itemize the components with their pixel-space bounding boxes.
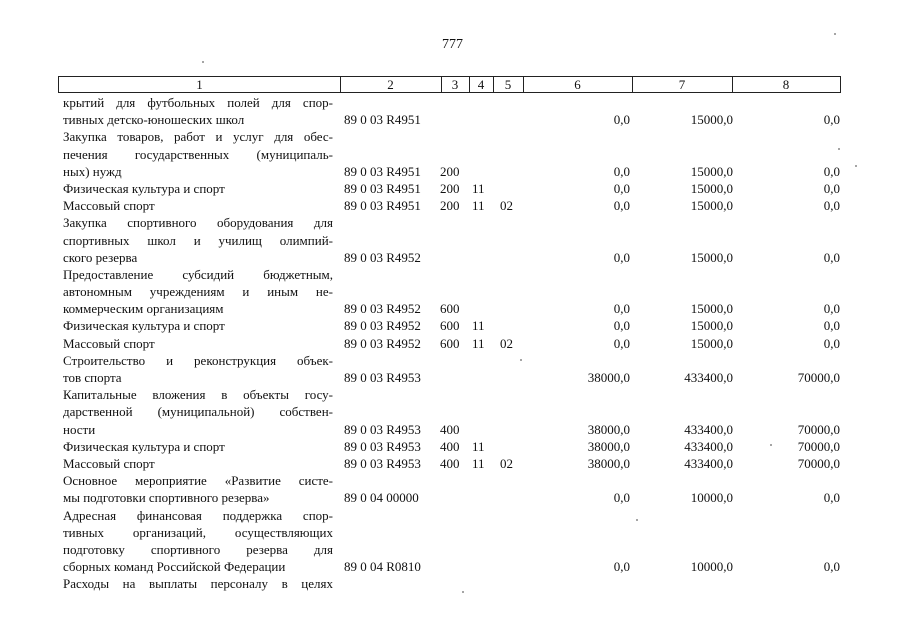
row-description: Массовый спорт	[63, 198, 155, 214]
column-3-value: 600	[440, 318, 460, 334]
amount-col-6: 0,0	[613, 559, 630, 575]
table-row	[63, 438, 843, 455]
amount-col-6: 0,0	[613, 249, 630, 265]
amount-col-6: 0,0	[613, 301, 630, 317]
amount-col-8: 0,0	[823, 180, 840, 196]
scan-speck	[636, 519, 638, 521]
table-row	[63, 128, 843, 145]
row-description: ского резерва	[63, 249, 138, 265]
row-description: Физическая культура и спорт	[63, 438, 225, 454]
amount-col-7: 15000,0	[690, 318, 733, 334]
amount-col-7: 433400,0	[684, 370, 733, 385]
budget-code: 89 0 03 R4951	[344, 180, 421, 196]
row-description: Строительство и реконструкция объек-	[63, 352, 333, 368]
budget-code: 89 0 04 00000	[344, 490, 419, 506]
amount-col-6: 38000,0	[587, 370, 630, 385]
column-4-value: 11	[472, 455, 485, 471]
budget-code: 89 0 03 R4951	[344, 112, 421, 128]
amount-col-6: 0,0	[613, 318, 630, 334]
row-description: Физическая культура и спорт	[63, 180, 225, 196]
row-description: Массовый спорт	[63, 335, 155, 351]
column-4-value: 11	[472, 198, 485, 214]
budget-code: 89 0 03 R4953	[344, 421, 421, 437]
column-header-1: 1	[59, 77, 341, 92]
table-row	[63, 369, 843, 386]
column-header-2: 2	[340, 77, 442, 92]
column-3-value: 400	[440, 455, 460, 471]
scan-speck	[462, 591, 464, 593]
column-5-value: 02	[500, 455, 513, 471]
table-row	[63, 352, 843, 369]
column-5-value: 02	[500, 335, 513, 351]
column-4-value: 11	[472, 318, 485, 334]
table-row	[63, 266, 843, 283]
amount-col-6: 0,0	[613, 490, 630, 506]
table-row	[63, 507, 843, 524]
row-description: коммерческим организациям	[63, 301, 224, 317]
table-row	[63, 180, 843, 197]
budget-code: 89 0 03 R4952	[344, 301, 421, 317]
table-row	[63, 163, 843, 180]
amount-col-8: 0,0	[823, 559, 840, 575]
amount-col-8: 70000,0	[797, 421, 840, 437]
amount-col-7: 15000,0	[690, 163, 733, 179]
column-3-value: 200	[440, 198, 460, 214]
amount-col-8: 70000,0	[797, 455, 840, 471]
table-row	[63, 455, 843, 472]
amount-col-6: 0,0	[613, 335, 630, 351]
scan-speck	[838, 148, 840, 150]
amount-col-7: 10000,0	[690, 490, 733, 506]
table-row	[63, 575, 843, 592]
row-description: крытий для футбольных полей для спор-	[63, 95, 333, 110]
scan-speck	[834, 33, 836, 35]
scan-speck	[855, 165, 857, 167]
table-row	[63, 232, 843, 249]
table-row	[63, 472, 843, 489]
row-description: ных) нужд	[63, 163, 122, 179]
column-header-3: 3	[441, 77, 470, 92]
amount-col-7: 433400,0	[684, 455, 733, 471]
amount-col-8: 70000,0	[797, 370, 840, 385]
amount-col-8: 0,0	[823, 249, 840, 265]
table-row	[63, 335, 843, 352]
column-5-value: 02	[500, 198, 513, 214]
column-3-value: 200	[440, 180, 460, 196]
row-description: Закупка спортивного оборудования для	[63, 215, 333, 231]
table-row	[63, 300, 843, 317]
amount-col-8: 0,0	[823, 301, 840, 317]
amount-col-8: 70000,0	[797, 438, 840, 454]
amount-col-8: 0,0	[823, 490, 840, 506]
amount-col-8: 0,0	[823, 112, 840, 128]
column-3-value: 400	[440, 421, 460, 437]
row-description: Закупка товаров, работ и услуг для обес-	[63, 129, 333, 145]
column-4-value: 11	[472, 335, 485, 351]
budget-code: 89 0 03 R4952	[344, 335, 421, 351]
amount-col-7: 15000,0	[690, 198, 733, 214]
table-body	[63, 94, 843, 592]
amount-col-6: 0,0	[613, 112, 630, 128]
table-row	[63, 386, 843, 403]
amount-col-6: 38000,0	[587, 438, 630, 454]
row-description: тов спорта	[63, 370, 122, 385]
table-row	[63, 541, 843, 558]
scan-speck	[202, 61, 204, 63]
row-description: Предоставление субсидий бюджетным,	[63, 266, 333, 282]
table-row	[63, 214, 843, 231]
column-header-5: 5	[493, 77, 524, 92]
budget-code: 89 0 03 R4953	[344, 370, 421, 385]
amount-col-7: 15000,0	[690, 249, 733, 265]
column-header-8: 8	[782, 77, 790, 92]
budget-code: 89 0 03 R4951	[344, 198, 421, 214]
row-description: подготовку спортивного резерва для	[63, 541, 333, 557]
row-description: Капитальные вложения в объекты госу-	[63, 387, 333, 403]
column-3-value: 400	[440, 438, 460, 454]
page-number: 777	[442, 37, 463, 52]
amount-col-8: 0,0	[823, 198, 840, 214]
row-description: тивных организаций, осуществляющих	[63, 524, 333, 540]
table-row	[63, 524, 843, 541]
table-row	[63, 489, 843, 506]
amount-col-8: 0,0	[823, 163, 840, 179]
scan-speck	[520, 359, 522, 361]
column-3-value: 600	[440, 301, 460, 317]
column-header-7: 7	[632, 77, 733, 92]
column-3-value: 600	[440, 335, 460, 351]
row-description: ности	[63, 421, 96, 437]
table-row	[63, 249, 843, 266]
column-header-4: 4	[469, 77, 494, 92]
row-description: мы подготовки спортивного резерва»	[63, 490, 270, 506]
column-header-6: 6	[523, 77, 633, 92]
budget-code: 89 0 03 R4951	[344, 163, 421, 179]
row-description: Основное мероприятие «Развитие систе-	[63, 473, 333, 489]
row-description: Расходы на выплаты персоналу в целях	[63, 576, 333, 592]
amount-col-7: 15000,0	[690, 112, 733, 128]
amount-col-8: 0,0	[823, 318, 840, 334]
column-3-value: 200	[440, 163, 460, 179]
table-header	[58, 76, 841, 93]
amount-col-7: 433400,0	[684, 438, 733, 454]
table-row	[63, 317, 843, 334]
budget-code: 89 0 03 R4953	[344, 455, 421, 471]
column-4-value: 11	[472, 438, 485, 454]
row-description: Физическая культура и спорт	[63, 318, 225, 334]
budget-code: 89 0 03 R4953	[344, 438, 421, 454]
budget-code: 89 0 03 R4952	[344, 249, 421, 265]
amount-col-7: 15000,0	[690, 301, 733, 317]
column-4-value: 11	[472, 180, 485, 196]
amount-col-7: 15000,0	[690, 180, 733, 196]
amount-col-6: 0,0	[613, 163, 630, 179]
table-row	[63, 94, 843, 111]
row-description: Адресная финансовая поддержка спор-	[63, 507, 333, 523]
row-description: тивных детско-юношеских школ	[63, 112, 245, 128]
row-description: Массовый спорт	[63, 455, 155, 471]
budget-code: 89 0 04 R0810	[344, 559, 421, 575]
table-row	[63, 558, 843, 575]
row-description: сборных команд Российской Федерации	[63, 559, 286, 575]
amount-col-6: 38000,0	[587, 455, 630, 471]
row-description: дарственной (муниципальной) собствен-	[63, 404, 333, 420]
table-row	[63, 283, 843, 300]
amount-col-7: 10000,0	[690, 559, 733, 575]
amount-col-7: 433400,0	[684, 421, 733, 437]
amount-col-8: 0,0	[823, 335, 840, 351]
scan-speck	[770, 444, 772, 446]
table-row	[63, 111, 843, 128]
amount-col-6: 38000,0	[587, 421, 630, 437]
table-row	[63, 146, 843, 163]
row-description: печения государственных (муниципаль-	[63, 146, 333, 162]
budget-code: 89 0 03 R4952	[344, 318, 421, 334]
table-row	[63, 197, 843, 214]
table-row	[63, 421, 843, 438]
table-row	[63, 403, 843, 420]
amount-col-7: 15000,0	[690, 335, 733, 351]
amount-col-6: 0,0	[613, 180, 630, 196]
row-description: автономным учреждениям и иным не-	[63, 284, 333, 300]
amount-col-6: 0,0	[613, 198, 630, 214]
row-description: спортивных школ и училищ олимпий-	[63, 232, 333, 248]
